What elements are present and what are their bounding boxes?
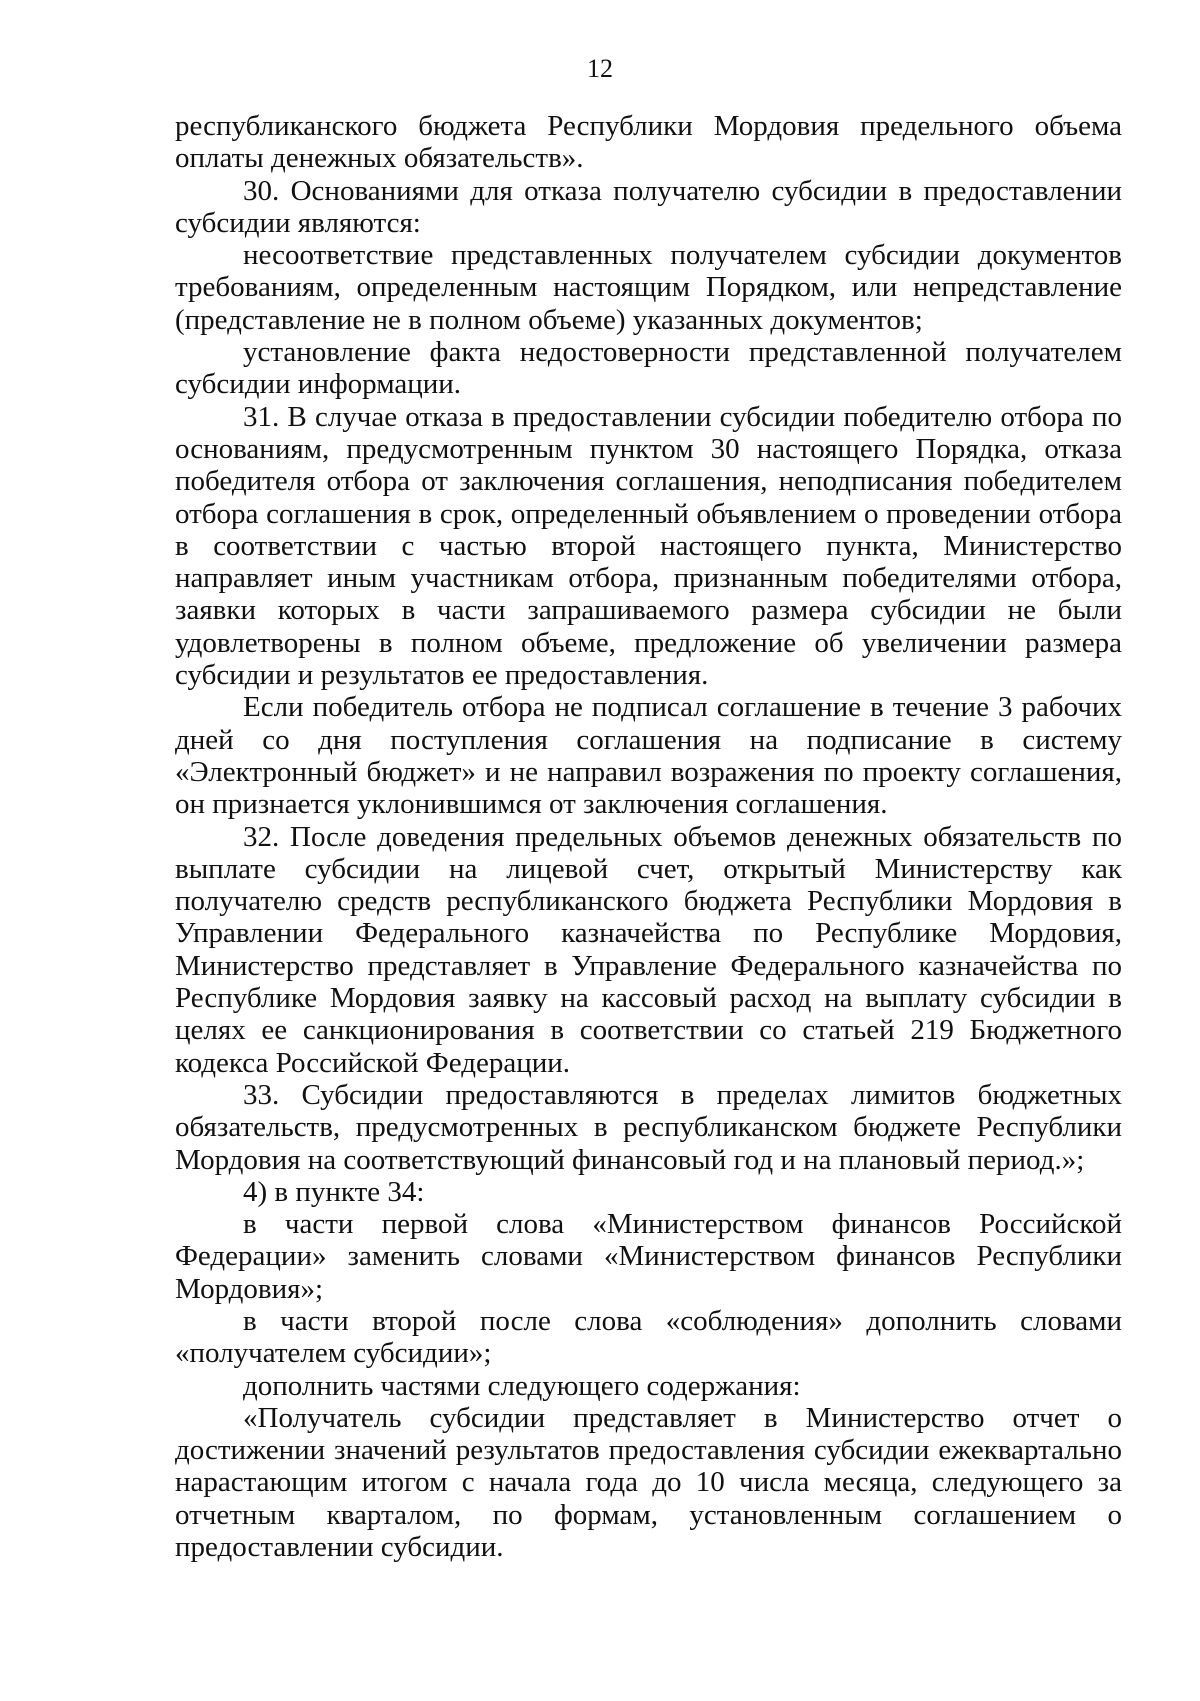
paragraph-item-31-part-2: Если победитель отбора не подписал соглашение в течение 3 рабочих дней со дня поступления соглашения на подписание в систему «Электронный бюджет» и не направил возражения по проекту соглашения, он признается уклонившимся от заключения соглашения. [175,691,1122,821]
paragraph-ground-mismatch: несоответствие представленных получателем субсидии документов требованиям, определенным настоящим Порядком, или непредставление (представление не в полном объеме) указанных документов; [175,239,1122,336]
document-body [175,110,1122,1563]
paragraph-amendment-add: дополнить частями следующего содержания: [243,1369,801,1402]
paragraph-item-33: 33. Субсидии предоставляются в пределах лимитов бюджетных обязательств, предусмотренных в республиканском бюджете Республики Мордовия на соответствующий финансовый год и на плановый период.»; [175,1078,1122,1176]
paragraph-item-31: 31. В случае отказа в предоставлении субсидии победителю отбора по основаниям, предусмотренным пунктом 30 настоящего Порядка, отказа победителя отбора от заключения соглашения, неподписания победителем отбора соглашения в срок, определенный объявлением о проведении отбора в соответствии с частью второй настоящего пункта, Министерство направляет иным участникам отбора, признанным победителями отбора, заявки которых в части запрашиваемого размера субсидии не были удовлетворены в полном объеме, предложение об увеличении размера субсидии и результатов ее предоставления. [175,400,1122,692]
paragraph-amendment-4: 4) в пункте 34: [243,1175,425,1208]
paragraph-amendment-part-1: в части первой слова «Министерством финансов Российской Федерации» заменить словами «Министерством финансов Республики Мордовия»; [175,1208,1122,1305]
paragraph-item-30: 30. Основаниями для отказа получателю субсидии в предоставлении субсидии являются: [175,174,1122,239]
paragraph-amendment-part-2: в части второй после слова «соблюдения» дополнить словами «получателем субсидии»; [175,1304,1122,1370]
paragraph-item-32: 32. После доведения предельных объемов денежных обязательств по выплате субсидии на лицевой счет, открытый Министерству как получателю средств республиканского бюджета Республики Мордовия в Управлении Федерального казначейства по Республике Мордовия, Министерство представляет в Управление Федерального казначейства по Республике Мордовия заявку на кассовый расход на выплату субсидии в целях ее санкционирования в соответствии со статьей 219 Бюджетного кодекса Российской Федерации. [175,820,1122,1079]
page-number: 12 [587,54,613,83]
paragraph-continuation: республиканского бюджета Республики Мордовия предельного объема оплаты денежных обязательств». [175,110,1122,175]
paragraph-report-requirement: «Получатель субсидии представляет в Министерство отчет о достижении значений результатов предоставления субсидии ежеквартально нарастающим итогом с начала года до 10 числа месяца, следующего за отчетным кварталом, по формам, установленным соглашением о предоставлении субсидии. [175,1401,1122,1564]
paragraph-ground-unreliable: установление факта недостоверности представленной получателем субсидии информации. [175,336,1122,401]
